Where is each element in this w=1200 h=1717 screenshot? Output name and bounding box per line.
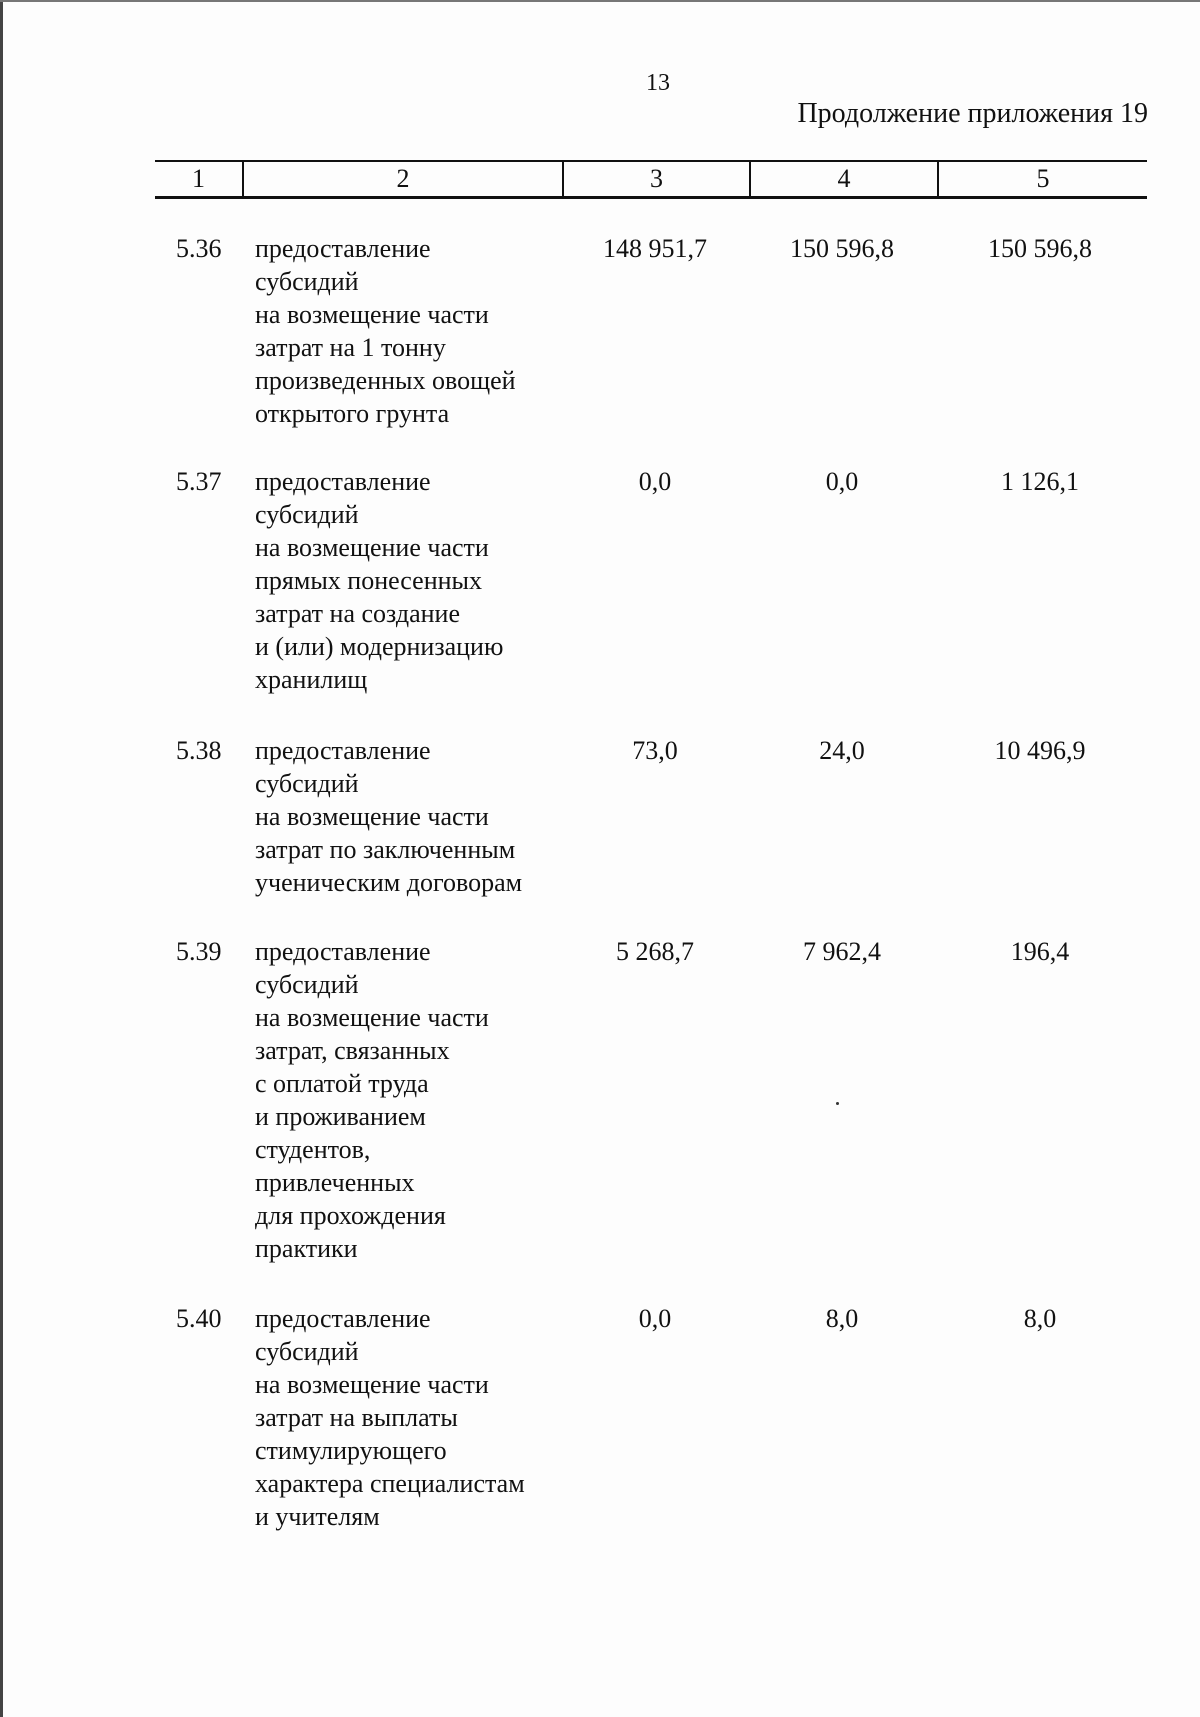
description-line: предоставление	[255, 937, 431, 966]
description-line: субсидий	[255, 1337, 359, 1366]
description-line: затрат, связанных	[255, 1036, 450, 1065]
row-number: 5.37	[176, 467, 222, 496]
value-col-3: 148 951,7	[603, 234, 707, 263]
header-col-4: 4	[749, 162, 937, 196]
description-line: затрат на 1 тонну	[255, 333, 446, 362]
description-line: затрат на создание	[255, 599, 460, 628]
value-col-3: 5 268,7	[616, 937, 694, 966]
header-col-5: 5	[937, 162, 1147, 196]
value-col-5: 10 496,9	[994, 736, 1086, 765]
description-line: с оплатой труда	[255, 1069, 429, 1098]
value-col-4: 0,0	[825, 467, 859, 496]
description-line: на возмещение части	[255, 1370, 489, 1399]
description-line: на возмещение части	[255, 802, 489, 831]
value-col-4: 150 596,8	[790, 234, 894, 263]
description-line: предоставление	[255, 1304, 431, 1333]
description-line: практики	[255, 1234, 358, 1263]
description-line: характера специалистам	[255, 1469, 525, 1498]
description-line: произведенных овощей	[255, 366, 516, 395]
description-line: на возмещение части	[255, 300, 489, 329]
description-line: субсидий	[255, 970, 359, 999]
value-col-3: 0,0	[638, 467, 672, 496]
scan-top-edge	[0, 0, 1200, 2]
column-number-header	[155, 160, 1147, 199]
header-col-2: 2	[242, 162, 562, 196]
row-number: 5.38	[176, 736, 222, 765]
description-line: и учителям	[255, 1502, 380, 1531]
description-line: предоставление	[255, 234, 431, 263]
description-line: затрат на выплаты	[255, 1403, 458, 1432]
row-description	[255, 1302, 585, 1533]
header-col-3: 3	[562, 162, 749, 196]
description-line: открытого грунта	[255, 399, 450, 428]
row-description	[255, 465, 585, 696]
value-col-4: 24,0	[819, 736, 865, 765]
description-line: и проживанием	[255, 1102, 426, 1131]
description-line: прямых понесенных	[255, 566, 483, 595]
header-col-1: 1	[192, 164, 205, 193]
row-number: 5.39	[176, 937, 222, 966]
row-description	[255, 935, 585, 1265]
description-line: хранилищ	[255, 665, 368, 694]
description-line: субсидий	[255, 769, 359, 798]
value-col-4: 8,0	[825, 1304, 859, 1333]
value-col-4: 7 962,4	[803, 937, 881, 966]
description-line: привлеченных	[255, 1168, 415, 1197]
value-col-5: 150 596,8	[988, 234, 1092, 263]
description-line: и (или) модернизацию	[255, 632, 504, 661]
row-number: 5.40	[176, 1304, 222, 1333]
description-line: предоставление	[255, 467, 431, 496]
scan-speck	[836, 1102, 839, 1105]
value-col-5: 196,4	[1010, 937, 1070, 966]
row-description	[255, 734, 585, 899]
value-col-3: 73,0	[632, 736, 678, 765]
description-line: предоставление	[255, 736, 431, 765]
value-col-3: 0,0	[638, 1304, 672, 1333]
value-col-5: 8,0	[1023, 1304, 1057, 1333]
description-line: ученическим договорам	[255, 868, 523, 897]
description-line: субсидий	[255, 267, 359, 296]
value-col-5: 1 126,1	[1001, 467, 1079, 496]
description-line: стимулирующего	[255, 1436, 447, 1465]
description-line: субсидий	[255, 500, 359, 529]
row-number: 5.36	[176, 234, 222, 263]
description-line: для прохождения	[255, 1201, 446, 1230]
description-line: затрат по заключенным	[255, 835, 516, 864]
scan-left-edge	[0, 0, 3, 1717]
continuation-note: Продолжение приложения 19	[797, 98, 1148, 129]
description-line: студентов,	[255, 1135, 371, 1164]
description-line: на возмещение части	[255, 533, 489, 562]
row-description	[255, 232, 585, 430]
description-line: на возмещение части	[255, 1003, 489, 1032]
page-number: 13	[646, 70, 670, 96]
